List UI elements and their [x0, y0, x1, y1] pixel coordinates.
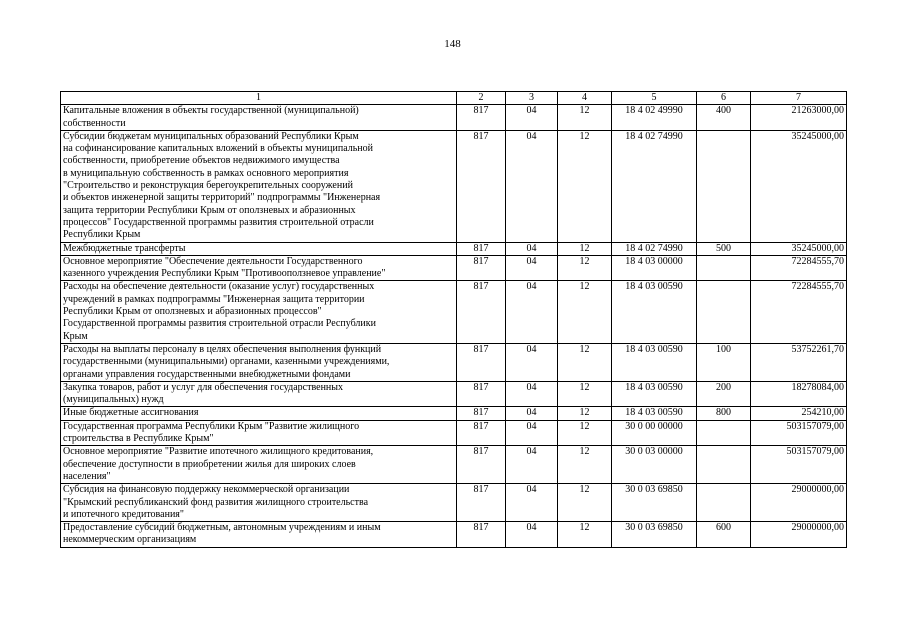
header-cell: 6 [697, 92, 751, 105]
table-row [61, 407, 847, 420]
table-row [61, 484, 847, 522]
row-subsection-cell: 12 [558, 420, 612, 446]
row-name-cell: Основное мероприятие "Обеспечение деятельности Государственного казенного учреждения Республики Крым "Противооползневое управление" [61, 255, 457, 281]
row-section-cell: 04 [506, 242, 558, 255]
row-section-cell: 04 [506, 130, 558, 242]
row-amount-cell: 503157079,00 [751, 446, 847, 484]
row-target-cell: 18 4 03 00590 [612, 381, 697, 407]
row-expense-type-cell: 800 [697, 407, 751, 420]
row-target-cell: 18 4 03 00590 [612, 407, 697, 420]
header-cell: 3 [506, 92, 558, 105]
table-row [61, 446, 847, 484]
row-code-cell: 817 [457, 407, 506, 420]
row-section-cell: 04 [506, 281, 558, 343]
header-row [61, 92, 847, 105]
row-subsection-cell: 12 [558, 281, 612, 343]
row-section-cell: 04 [506, 446, 558, 484]
row-section-cell: 04 [506, 255, 558, 281]
row-subsection-cell: 12 [558, 381, 612, 407]
row-target-cell: 18 4 03 00000 [612, 255, 697, 281]
row-name-cell: Предоставление субсидий бюджетным, автономным учреждениям и иным некоммерческим организациям [61, 522, 457, 548]
row-amount-cell: 254210,00 [751, 407, 847, 420]
row-code-cell: 817 [457, 281, 506, 343]
row-amount-cell: 72284555,70 [751, 281, 847, 343]
row-subsection-cell: 12 [558, 446, 612, 484]
row-target-cell: 18 4 02 49990 [612, 105, 697, 131]
row-target-cell: 18 4 02 74990 [612, 242, 697, 255]
table-row [61, 343, 847, 381]
row-name-cell: Субсидии бюджетам муниципальных образований Республики Крым на софинансирование капитальных вложений в объекты муниципальной собственности, приобретение объектов недвижимого имущества в муниципальную собственность в рамках основного мероприятия "Строительство и реконструкция берегоукрепительных сооружений и объектов инженерной защиты территорий" подпрограммы "Инженерная защита территории Республики Крым от оползневых и абразионных процессов" Государственной программы развития строительной отрасли Республики Крым [61, 130, 457, 242]
page-number: 148 [444, 38, 461, 50]
header-cell: 1 [61, 92, 457, 105]
row-section-cell: 04 [506, 381, 558, 407]
row-name-cell: Закупка товаров, работ и услуг для обеспечения государственных (муниципальных) нужд [61, 381, 457, 407]
row-name-cell: Межбюджетные трансферты [61, 242, 457, 255]
row-subsection-cell: 12 [558, 242, 612, 255]
row-expense-type-cell: 400 [697, 105, 751, 131]
row-amount-cell: 35245000,00 [751, 130, 847, 242]
row-amount-cell: 53752261,70 [751, 343, 847, 381]
table-row [61, 381, 847, 407]
row-subsection-cell: 12 [558, 484, 612, 522]
row-name-cell: Капитальные вложения в объекты государственной (муниципальной) собственности [61, 105, 457, 131]
row-expense-type-cell: 100 [697, 343, 751, 381]
row-expense-type-cell: 200 [697, 381, 751, 407]
table-row [61, 130, 847, 242]
row-code-cell: 817 [457, 522, 506, 548]
row-expense-type-cell [697, 446, 751, 484]
row-subsection-cell: 12 [558, 343, 612, 381]
row-expense-type-cell [697, 130, 751, 242]
row-target-cell: 18 4 03 00590 [612, 343, 697, 381]
row-expense-type-cell [697, 420, 751, 446]
row-code-cell: 817 [457, 343, 506, 381]
row-section-cell: 04 [506, 420, 558, 446]
row-section-cell: 04 [506, 484, 558, 522]
budget-table [60, 91, 847, 548]
row-subsection-cell: 12 [558, 407, 612, 420]
row-expense-type-cell [697, 281, 751, 343]
row-section-cell: 04 [506, 343, 558, 381]
row-target-cell: 30 0 03 69850 [612, 522, 697, 548]
row-target-cell: 18 4 03 00590 [612, 281, 697, 343]
row-subsection-cell: 12 [558, 105, 612, 131]
row-name-cell: Иные бюджетные ассигнования [61, 407, 457, 420]
row-target-cell: 30 0 00 00000 [612, 420, 697, 446]
table-row [61, 420, 847, 446]
row-subsection-cell: 12 [558, 130, 612, 242]
row-section-cell: 04 [506, 105, 558, 131]
header-cell: 7 [751, 92, 847, 105]
row-amount-cell: 21263000,00 [751, 105, 847, 131]
row-code-cell: 817 [457, 420, 506, 446]
row-amount-cell: 29000000,00 [751, 522, 847, 548]
row-code-cell: 817 [457, 446, 506, 484]
row-code-cell: 817 [457, 130, 506, 242]
row-expense-type-cell: 500 [697, 242, 751, 255]
row-target-cell: 30 0 03 00000 [612, 446, 697, 484]
header-cell: 4 [558, 92, 612, 105]
row-code-cell: 817 [457, 381, 506, 407]
row-amount-cell: 18278084,00 [751, 381, 847, 407]
row-name-cell: Государственная программа Республики Крым "Развитие жилищного строительства в Республике Крым" [61, 420, 457, 446]
row-name-cell: Расходы на обеспечение деятельности (оказание услуг) государственных учреждений в рамках подпрограммы "Инженерная защита территории Республики Крым от оползневых и абразионных процессов" Государственной программы развития строительной отрасли Республики Крым [61, 281, 457, 343]
row-code-cell: 817 [457, 484, 506, 522]
row-name-cell: Субсидия на финансовую поддержку некоммерческой организации "Крымский республиканский фонд развития жилищного строительства и ипотечного кредитования" [61, 484, 457, 522]
row-expense-type-cell: 600 [697, 522, 751, 548]
row-subsection-cell: 12 [558, 522, 612, 548]
header-cell: 5 [612, 92, 697, 105]
table-row [61, 255, 847, 281]
row-name-cell: Расходы на выплаты персоналу в целях обеспечения выполнения функций государственными (муниципальными) органами, казенными учреждениями, органами управления государственными внебюджетными фондами [61, 343, 457, 381]
table-row [61, 522, 847, 548]
row-expense-type-cell [697, 484, 751, 522]
row-code-cell: 817 [457, 255, 506, 281]
row-subsection-cell: 12 [558, 255, 612, 281]
row-code-cell: 817 [457, 242, 506, 255]
row-amount-cell: 503157079,00 [751, 420, 847, 446]
row-section-cell: 04 [506, 407, 558, 420]
row-expense-type-cell [697, 255, 751, 281]
row-target-cell: 30 0 03 69850 [612, 484, 697, 522]
row-amount-cell: 72284555,70 [751, 255, 847, 281]
row-amount-cell: 29000000,00 [751, 484, 847, 522]
row-code-cell: 817 [457, 105, 506, 131]
table-row [61, 105, 847, 131]
table-row [61, 242, 847, 255]
header-cell: 2 [457, 92, 506, 105]
table-row [61, 281, 847, 343]
row-name-cell: Основное мероприятие "Развитие ипотечного жилищного кредитования, обеспечение доступности в приобретении жилья для широких слоев населения" [61, 446, 457, 484]
row-section-cell: 04 [506, 522, 558, 548]
row-target-cell: 18 4 02 74990 [612, 130, 697, 242]
row-amount-cell: 35245000,00 [751, 242, 847, 255]
